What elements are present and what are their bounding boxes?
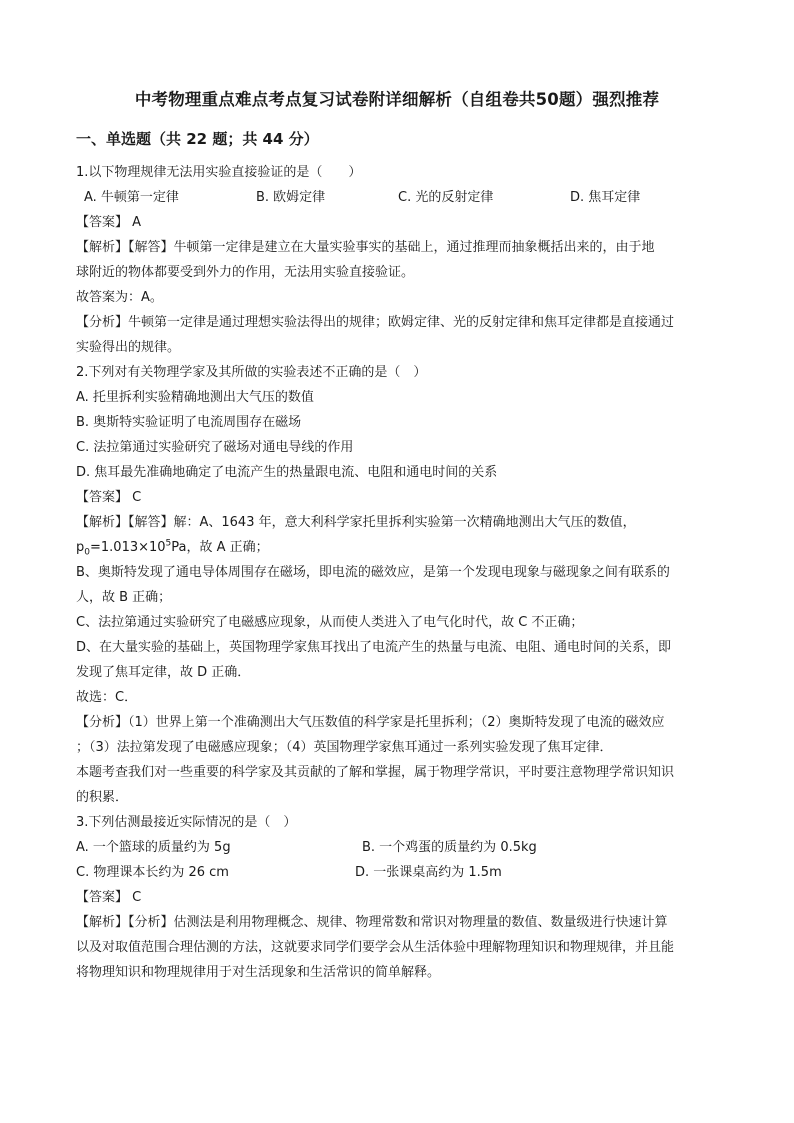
question-2-b-explanation: B、奥斯特发现了通电导体周围存在磁场，即电流的磁效应，是第一个发现电现象与磁现象之间有联系的 bbox=[76, 565, 670, 580]
question-1-analysis-line: 球附近的物体都要受到外力的作用，无法用实验直接验证。 bbox=[76, 265, 415, 280]
atmospheric-pressure-value: $p_0=1.013\times 10^5Pa$，故 A 正确； bbox=[76, 538, 269, 558]
question-1-options bbox=[76, 185, 720, 210]
question-1-analysis-line: 【解析】【解答】牛顿第一定律是建立在大量实验事实的基础上，通过推理而抽象概括出来的，由于地 bbox=[76, 240, 655, 255]
question-3-analysis-line: 将物理知识和物理规律用于对生活现象和生活常识的简单解释。 bbox=[76, 965, 441, 980]
question-2-d-explanation: 发现了焦耳定律，故 D 正确． bbox=[76, 665, 251, 680]
question-1-fenxi-line: 实验得出的规律。 bbox=[76, 340, 181, 355]
question-1-stem: 1.以下物理规律无法用实验直接验证的是（ ） bbox=[76, 165, 362, 180]
q2-option-d: D. 焦耳最先准确地确定了电流产生的热量跟电流、电阻和通电时间的关系 bbox=[76, 465, 498, 480]
question-3-answer: 【答案】 C bbox=[76, 890, 142, 905]
question-3-options-row-2 bbox=[76, 860, 720, 885]
section-heading: 一、单选题（共 22 题；共 44 分） bbox=[76, 130, 319, 148]
question-2-note-line: 本题考查我们对一些重要的科学家及其贡献的了解和掌握，属于物理学常识，平时要注意物理学常识知识 bbox=[76, 765, 675, 780]
q1-option-d: D. 焦耳定律 bbox=[570, 190, 641, 205]
q2-option-c: C. 法拉第通过实验研究了磁场对通电导线的作用 bbox=[76, 440, 354, 455]
document-title: 中考物理重点难点考点复习试卷附详细解析（自组卷共50题）强烈推荐 bbox=[134, 90, 660, 109]
q3-option-d: D. 一张课桌高约为 1.5m bbox=[355, 865, 502, 880]
question-2-fenxi-line: ；（3）法拉第发现了电磁感应现象；（4）英国物理学家焦耳通过一系列实验发现了焦耳定律． bbox=[76, 740, 613, 755]
q3-option-c: C. 物理课本长约为 26 cm bbox=[76, 865, 229, 880]
q1-option-b: B. 欧姆定律 bbox=[256, 190, 326, 205]
question-1-fenxi-line: 【分析】牛顿第一定律是通过理想实验法得出的规律；欧姆定律、光的反射定律和焦耳定律都是直接通过 bbox=[76, 315, 675, 330]
question-2-b-explanation: 人，故 B 正确； bbox=[76, 590, 172, 605]
question-2-d-explanation: D、在大量实验的基础上，英国物理学家焦耳找出了电流产生的热量与电流、电阻、通电时间的关系，即 bbox=[76, 640, 672, 655]
question-2-stem: 2.下列对有关物理学家及其所做的实验表述不正确的是（ ） bbox=[76, 365, 427, 380]
question-2-conclusion: 故选：C． bbox=[76, 690, 138, 705]
q2-option-b: B. 奥斯特实验证明了电流周围存在磁场 bbox=[76, 415, 302, 430]
question-1-answer: 【答案】 A bbox=[76, 215, 142, 230]
q3-option-b: B. 一个鸡蛋的质量约为 0.5kg bbox=[362, 840, 537, 855]
question-1-conclusion: 故答案为：A。 bbox=[76, 290, 163, 305]
q1-option-a: A. 牛顿第一定律 bbox=[84, 190, 179, 205]
question-2-analysis-line: 【解析】【解答】解：A、1643 年，意大利科学家托里拆利实验第一次精确地测出大气压的数值， bbox=[76, 515, 636, 530]
question-2-c-explanation: C、法拉第通过实验研究了电磁感应现象，从而使人类进入了电气化时代，故 C 不正确； bbox=[76, 615, 584, 630]
q2-option-a: A. 托里拆利实验精确地测出大气压的数值 bbox=[76, 390, 314, 405]
question-3-options-row-1 bbox=[76, 835, 720, 860]
question-3-stem: 3.下列估测最接近实际情况的是（ ） bbox=[76, 815, 297, 830]
question-3-analysis-line: 以及对取值范围合理估测的方法，这就要求同学们要学会从生活体验中理解物理知识和物理规律，并且能 bbox=[76, 940, 675, 955]
q1-option-c: C. 光的反射定律 bbox=[398, 190, 494, 205]
question-2-note-line: 的积累． bbox=[76, 790, 129, 805]
question-3-analysis-line: 【解析】【分析】估测法是利用物理概念、规律、物理常数和常识对物理量的数值、数量级进行快速计算 bbox=[76, 915, 668, 930]
document-body bbox=[76, 160, 720, 985]
question-2-fenxi-line: 【分析】（1）世界上第一个准确测出大气压数值的科学家是托里拆利；（2）奥斯特发现了电流的磁效应 bbox=[76, 715, 665, 730]
question-2-answer: 【答案】 C bbox=[76, 490, 142, 505]
q3-option-a: A. 一个篮球的质量约为 5g bbox=[76, 840, 231, 855]
